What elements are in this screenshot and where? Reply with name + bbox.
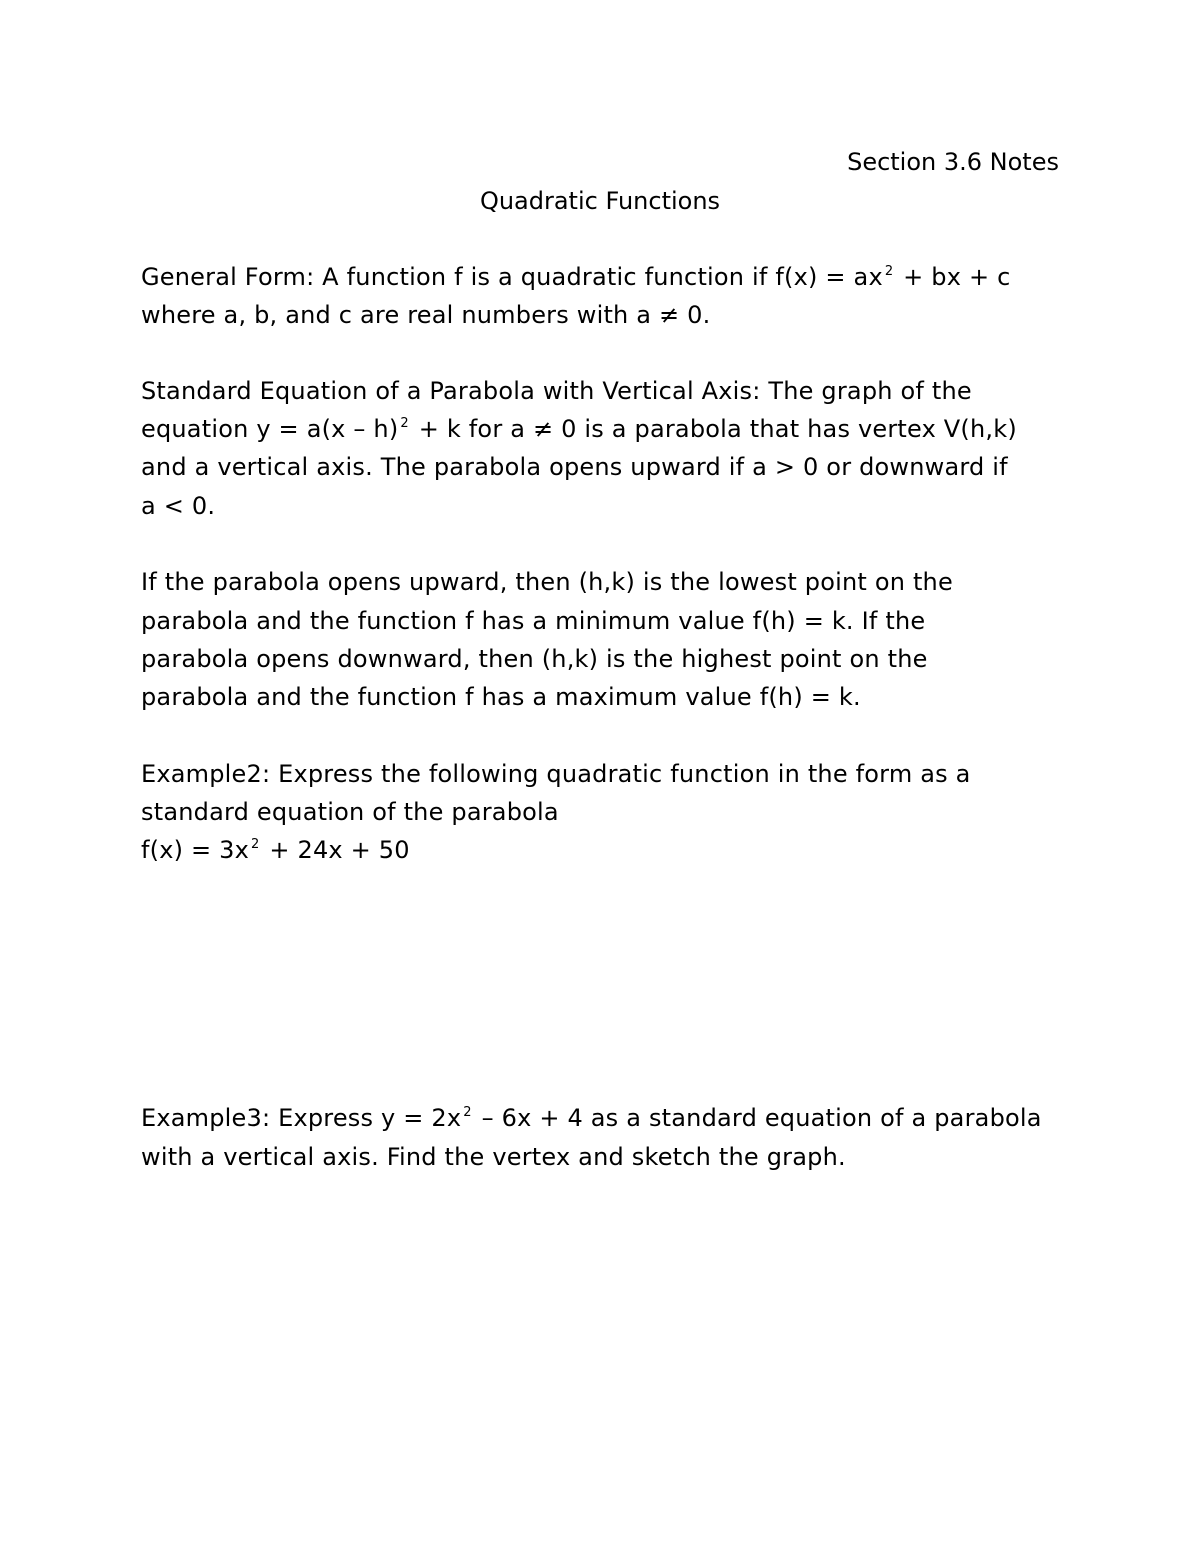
vertex-paragraph-line-4: parabola and the function f has a maximum value f(h) = k. bbox=[141, 683, 861, 711]
general-form-text: General Form: A function f is a quadratic function if f(x) = ax bbox=[141, 263, 883, 291]
standard-equation-line-3: and a vertical axis. The parabola opens upward if a > 0 or downward if bbox=[141, 453, 1008, 481]
standard-equation-line-2 bbox=[141, 410, 1017, 448]
general-form-tail: + bx + c bbox=[895, 263, 1011, 291]
section-label: Section 3.6 Notes bbox=[847, 148, 1059, 176]
general-form-line-2: where a, b, and c are real numbers with a ≠ 0. bbox=[141, 301, 711, 329]
example3-line-2: with a vertical axis. Find the vertex and sketch the graph. bbox=[141, 1143, 846, 1171]
example2-line-3 bbox=[141, 831, 410, 869]
vertex-paragraph-line-3: parabola opens downward, then (h,k) is the highest point on the bbox=[141, 645, 928, 673]
standard-equation-tail: + k for a ≠ 0 is a parabola that has vertex V(h,k) bbox=[410, 415, 1017, 443]
example3-tail: – 6x + 4 as a standard equation of a parabola bbox=[473, 1104, 1042, 1132]
example2-function-text: f(x) = 3x bbox=[141, 836, 250, 864]
vertex-paragraph-line-2: parabola and the function f has a minimum value f(h) = k. If the bbox=[141, 607, 926, 635]
standard-equation-line-1: Standard Equation of a Parabola with Vertical Axis: The graph of the bbox=[141, 377, 972, 405]
example2-function-tail: + 24x + 50 bbox=[261, 836, 410, 864]
example3-text: Example3: Express y = 2x bbox=[141, 1104, 462, 1132]
example2-line-2: standard equation of the parabola bbox=[141, 798, 559, 826]
exponent: 2 bbox=[400, 416, 409, 431]
exponent: 2 bbox=[463, 1105, 472, 1120]
standard-equation-text: equation y = a(x – h) bbox=[141, 415, 399, 443]
example3-line-1 bbox=[141, 1099, 1042, 1137]
standard-equation-line-4: a < 0. bbox=[141, 492, 216, 520]
exponent: 2 bbox=[251, 837, 260, 852]
general-form-line-1 bbox=[141, 258, 1011, 296]
example2-line-1: Example2: Express the following quadratic function in the form as a bbox=[141, 760, 971, 788]
page-title: Quadratic Functions bbox=[479, 187, 721, 215]
vertex-paragraph-line-1: If the parabola opens upward, then (h,k) is the lowest point on the bbox=[141, 568, 953, 596]
exponent: 2 bbox=[884, 264, 894, 279]
